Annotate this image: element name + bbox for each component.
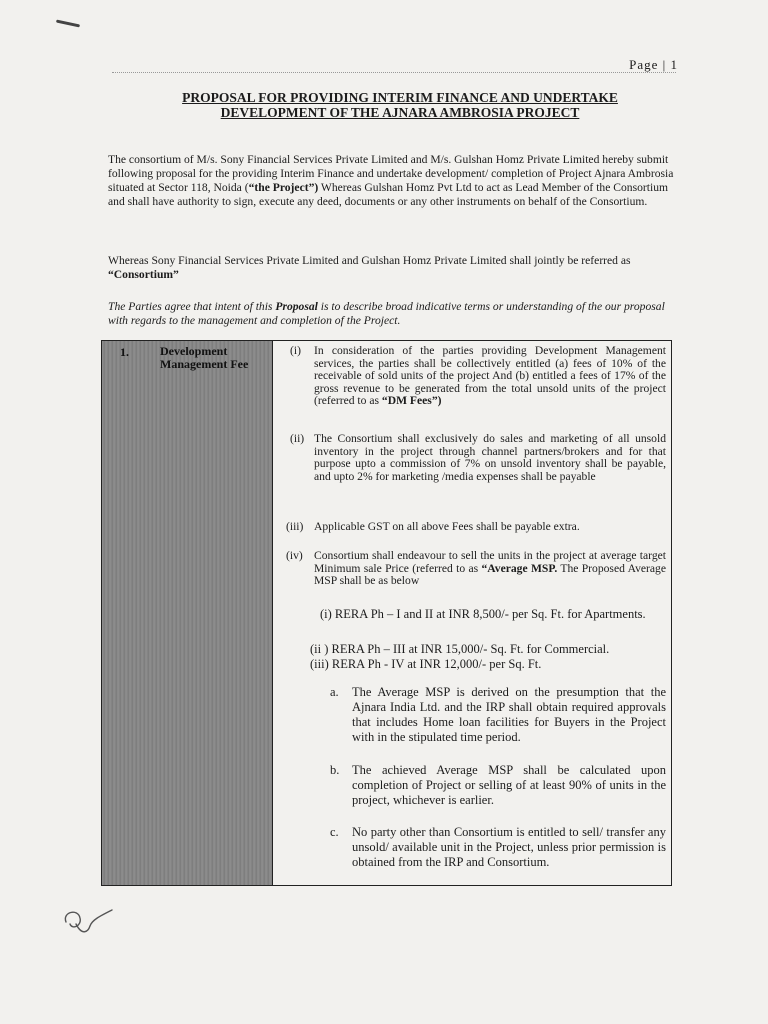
msp-item-3: (iii) RERA Ph - IV at INR 12,000/- per Sq. Ft. (310, 657, 542, 671)
signature-mark (60, 902, 130, 942)
intro-p3-text-a: The Parties agree that intent of this (108, 300, 276, 313)
intro-p1-text-a: The consortium of M/s. Sony Financial Services Private Limited and M/s. Gulshan Homz Private Limited hereby submit following proposal for the providing Interim Finance and undertake development/ completion of Project Ajnara Ambrosia situated at Sector 118, Noida ( (108, 153, 674, 194)
sub-item-a (330, 685, 666, 745)
clause-iii (280, 521, 666, 534)
sub-item-number: c. (330, 825, 339, 839)
clause-text: The Consortium shall exclusively do sales and marketing of all unsold inventory in the project through channel partners/brokers and for that purpose upto a commission of 7% on unsold inventory shall be payable, and upto 2% for marketing /media expenses shall be payable (314, 432, 666, 483)
clause-number: (i) (290, 344, 301, 357)
clause-text-b: The Proposed Average MSP shall be as below (314, 561, 666, 587)
page-number: Page | 1 (629, 57, 678, 72)
title-line-1: PROPOSAL FOR PROVIDING INTERIM FINANCE AND UNDERTAKE (182, 90, 618, 105)
sub-item-b (330, 763, 666, 808)
header-rule (112, 72, 676, 73)
clause-bold: “Average MSP. (481, 561, 558, 575)
intro-paragraph-intent (108, 300, 683, 328)
fee-label: Development Management Fee (160, 344, 249, 371)
clause-number: (iv) (286, 549, 303, 562)
sub-item-text: No party other than Consortium is entitled to sell/ transfer any unsold/ available unit in the Project, unless prior permission is obtained from the IRP and Consortium. (352, 825, 666, 869)
intro-paragraph-whereas (108, 254, 683, 282)
page-edge-mark (56, 20, 80, 28)
clause-text: Consortium shall endeavour to sell the units in the project at average target Minimum sale Price (referred to as (314, 549, 666, 575)
clause-number: (ii) (290, 432, 305, 445)
sub-item-text: The achieved Average MSP shall be calculated upon completion of Project or selling of at least 90% of units in the project, whichever is earlier. (352, 763, 666, 807)
intro-p2-bold: “Consortium” (108, 268, 179, 281)
clause-bold: “DM Fees”) (381, 394, 442, 407)
clause-text: Applicable GST on all above Fees shall be payable extra. (314, 520, 580, 533)
intro-p1-text-b: Whereas Gulshan Homz Pvt Ltd to act as Lead Member of the Consortium and shall have authority to sign, execute any deed, documents or any other instruments on behalf of the Consortium. (108, 181, 669, 208)
intro-p2-text-a: Whereas Sony Financial Services Private Limited and Gulshan Homz Private Limited shall jointly be referred as (108, 254, 631, 267)
fee-table-label-column (102, 341, 273, 885)
sub-item-text: The Average MSP is derived on the presumption that the Ajnara India Ltd. and the IRP shall obtain required approvals that includes Home loan facilities for Buyers in the Project with in the stipulated time period. (352, 685, 666, 744)
sub-item-number: b. (330, 763, 340, 777)
clause-ii (280, 433, 666, 483)
intro-p3-text-b: is to describe broad indicative terms or understanding of the our proposal with regards to the management and completion of the Project. (108, 300, 665, 327)
intro-paragraph-consortium (108, 153, 683, 209)
msp-item-2: (ii ) RERA Ph – III at INR 15,000/- Sq. Ft. for Commercial. (310, 642, 610, 656)
sub-item-number: a. (330, 685, 339, 699)
sub-item-c (330, 825, 666, 870)
document-title (110, 90, 690, 120)
clause-i (280, 345, 666, 408)
intro-p3-bold: Proposal (275, 300, 318, 313)
fee-serial-number: 1. (120, 345, 129, 359)
intro-p1-bold: “the Project”) (248, 181, 319, 194)
clause-text: In consideration of the parties providing Development Management services, the parties shall be collectively entitled (a) fees of 10% of the receivable of sold units of the project And (b) entitled a fees of 17% of the gross revenue to be generated from the total unsold units of the project (referred to as (314, 344, 666, 407)
title-line-2: DEVELOPMENT OF THE AJNARA AMBROSIA PROJECT (220, 105, 580, 120)
fee-table (101, 340, 672, 886)
clause-iv (280, 550, 666, 588)
clause-number: (iii) (286, 520, 304, 533)
msp-item-1: (i) RERA Ph – I and II at INR 8,500/- per Sq. Ft. for Apartments. (320, 607, 646, 621)
